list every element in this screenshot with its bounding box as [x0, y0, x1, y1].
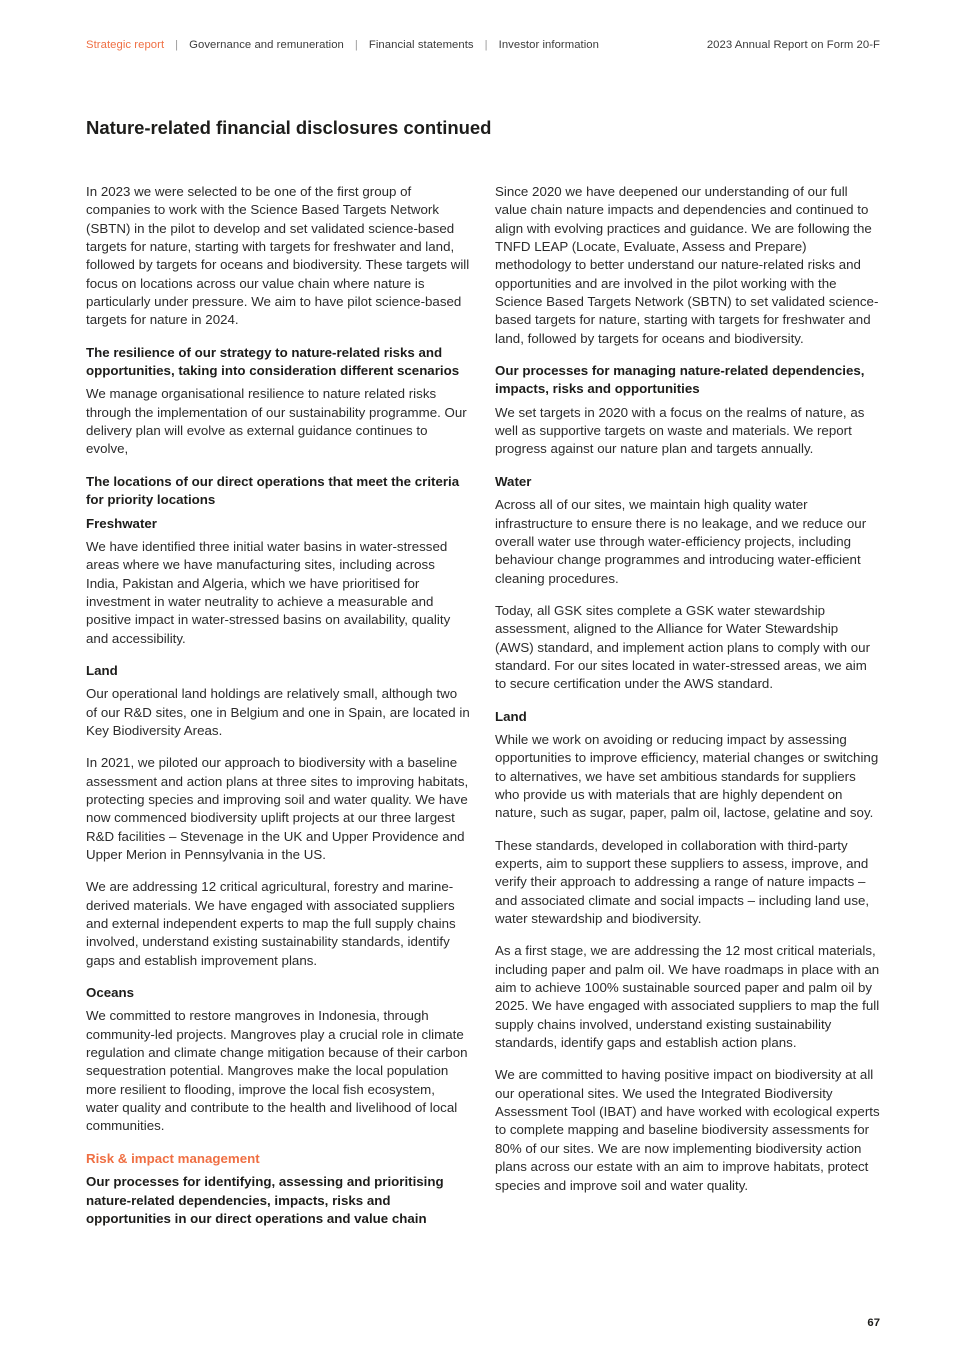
- right-subheading: Land: [495, 708, 527, 724]
- left-paragraph: We have identified three initial water basins in water-stressed areas where we have manufacturing sites, including across India, Pakistan and Algeria, which we have prioritised for investment in water neutrality to achieve a measurable and positive impact in water-stressed basins on availability, quality and accessibility.: [86, 538, 451, 646]
- left-paragraph: In 2021, we piloted our approach to biodiversity with a baseline assessment and action plans at three sites to improving habitats, protecting species and improving soil and water quality. We have now commenced biodiversity uplift projects at our three largest R&D facilities – Stevenage in the UK and Upper Providence and Upper Merion in Pennsylvania in the US.: [86, 755, 469, 862]
- right-paragraph: We set targets in 2020 with a focus on the realms of nature, as well as supportive targets on waste and materials. We report progress against our nature plan and targets annually.: [495, 404, 865, 457]
- right-paragraph: We are committed to having positive impact on biodiversity at all our operational sites. We used the Integrated Biodiversity Assessment Tool (IBAT) and have worked with ecological experts to complete mapping and baseline biodiversity assessments for 80% of our sites. We are now implementing biodiversity action plans across our estate with an aim to improve habitats, protect species and improve soil and water quality.: [495, 1067, 880, 1193]
- left-paragraph: We manage organisational resilience to nature related risks through the implementation of our sustainability programme. Our delivery plan will evolve as external guidance continues to evolve,: [86, 386, 467, 457]
- right-subheading: Our processes for managing nature-related dependencies, impacts, risks and opportunities: [495, 363, 865, 397]
- right-paragraph: Since 2020 we have deepened our understanding of our full value chain nature impacts and dependencies and continued to align with evolving practices and guidance. We are following the TNFD LEAP (Locate, Evaluate, Assess and Prepare) methodology to better understand our nature-related risks and opportunities and are involved in the pilot working with the Science Based Targets Network (SBTN) to set validated science-based targets for nature, starting with targets for freshwater and land, followed by targets for oceans and biodiversity.: [495, 184, 879, 346]
- right-paragraph: Across all of our sites, we maintain high quality water infrastructure to ensure there is no leakage, and we reduce our overall water use through water-efficiency projects, including behaviour change programmes and introducing water-efficient cleaning procedures.: [495, 497, 867, 586]
- left-paragraph: We are addressing 12 critical agricultural, forestry and marine-derived materials. We have engaged with associated suppliers and external independent experts to map the full supply chains involved, understand existing sustainability standards, identify gaps and establish improvement plans.: [86, 879, 456, 968]
- right-paragraph: While we work on avoiding or reducing impact by assessing opportunities to improve efficiency, material changes or switching to alternatives, we have set ambitious standards for suppliers who provide us with materials that are highly dependent on nature, such as sugar, paper, palm oil, lactose, gelatine and soy.: [495, 731, 879, 821]
- right-subheading: Water: [495, 473, 532, 489]
- report-label: 2023 Annual Report on Form 20-F: [706, 39, 880, 51]
- nav-item-investor-information[interactable]: Investor information: [498, 39, 599, 51]
- left-section-heading: Risk & impact management: [86, 1150, 260, 1166]
- left-subheading: Land: [86, 662, 118, 678]
- left-subheading: The locations of our direct operations that meet the criteria for priority locations: [86, 473, 460, 508]
- right-column: [495, 183, 880, 1233]
- left-subheading: Our processes for identifying, assessing and prioritising nature-related dependencies, impacts, risks and opportunities in our direct operations and value chain: [86, 1174, 444, 1226]
- nav-item-governance-and-remuneration[interactable]: Governance and remuneration: [189, 39, 344, 51]
- right-paragraph: As a first stage, we are addressing the 12 most critical materials, including paper and palm oil. We have roadmaps in place with an aim to achieve 100% sustainable sourced paper and palm oil by 2025. We have engaged with associated suppliers to map the full supply chains involved, understand existing sustainability standards, identify gaps and establish action plans.: [495, 943, 880, 1051]
- nav-separator: |: [484, 39, 488, 51]
- right-paragraph: Today, all GSK sites complete a GSK water stewardship assessment, aligned to the Alliance for Water Stewardship (AWS) standard, and implement action plans to comply with our standard. For our sites located in water-stressed areas, we aim to secure certification under the AWS standard.: [495, 602, 871, 692]
- left-column: [86, 183, 471, 1233]
- nav-item-financial-statements[interactable]: Financial statements: [368, 39, 474, 51]
- left-subheading: Freshwater: [86, 515, 157, 531]
- left-subheading: Oceans: [86, 985, 135, 1001]
- nav-separator: |: [175, 39, 179, 51]
- left-paragraph: In 2023 we were selected to be one of the first group of companies to work with the Science Based Targets Network (SBTN) in the pilot to develop and set validated science-based targets for nature, starting with targets for freshwater and land, followed by targets for oceans and biodiversity. These targets will focus on locations across our value chain where nature is particularly under pressure. We aim to have pilot science-based targets for nature in 2024.: [86, 184, 470, 328]
- left-paragraph: We committed to restore mangroves in Indonesia, through community-led projects. Mangroves play a crucial role in climate regulation and climate change mitigation because of their carbon sequestration potential. Mangroves make the local population more resilient to flooding, improve the local fish ecosystem, water quality and contribute to the health and livelihood of local communities.: [86, 1008, 468, 1134]
- right-paragraph: These standards, developed in collaboration with third-party experts, aim to support these suppliers to assess, improve, and verify their approach to addressing a range of nature impacts – and associated climate and social impacts – including land use, water stewardship and biodiversity.: [495, 837, 870, 927]
- body-columns: [86, 183, 880, 1233]
- page-title: Nature-related financial disclosures continued: [86, 117, 492, 139]
- nav-separator: |: [354, 39, 358, 51]
- page-header: [86, 40, 880, 51]
- left-paragraph: Our operational land holdings are relatively small, although two of our R&D sites, one in Belgium and one in Spain, are located in Key Biodiversity Areas.: [86, 686, 470, 738]
- nav-item-strategic-report[interactable]: Strategic report: [86, 39, 165, 51]
- section-nav: [86, 40, 599, 51]
- left-subheading: The resilience of our strategy to nature-related risks and opportunities, taking into consideration different scenarios: [86, 344, 460, 379]
- page-number: 67: [867, 1317, 880, 1329]
